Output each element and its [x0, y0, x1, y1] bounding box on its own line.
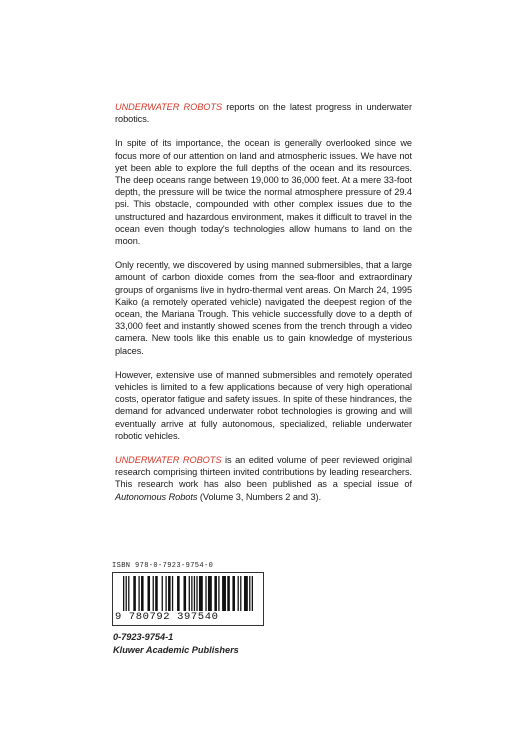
ocean-importance-paragraph: In spite of its importance, the ocean is generally overlooked since we focus more of our attention on land and atmospheric issues. We have not yet been able to explore the full depths of the ocean and its resources. The deep oceans range between 19,000 to 36,000 feet. At a mere 33-foot depth, the pressure will be twice the normal atmosphere pressure of 29.4 psi. This obstacle, compounded with other complex issues due to the unstructured and hazardous environment, makes it difficult to travel in the ocean even though today's technologies allow humans to land on the moon. — [115, 138, 412, 247]
volume-text-b: (Volume 3, Numbers 2 and 3). — [197, 491, 322, 502]
barcode-bar — [128, 576, 129, 614]
barcode-bar — [168, 576, 171, 614]
barcode-bar — [208, 576, 212, 614]
barcode-bar — [165, 576, 166, 614]
barcode-bar — [205, 576, 206, 614]
barcode-bar — [218, 576, 219, 614]
barcode-bar — [155, 576, 158, 614]
barcode-box — [112, 572, 264, 626]
barcode-bar — [238, 576, 239, 614]
limitations-paragraph: However, extensive use of manned submersibles and remotely operated vehicles is limited to a few applications because of very high operational costs, operator fatigue and safety issues. In spite of these hindrances, the demand for advanced underwater robot technologies is growing and will eventually arrive at fully autonomous, specialized, reliable underwater robotic vehicles. — [115, 369, 412, 441]
barcode-bar — [249, 576, 250, 614]
barcode-digits: 9 780792 397540 — [115, 611, 259, 623]
barcode-bar — [240, 576, 241, 614]
barcode-bar — [196, 576, 197, 614]
barcode-bar — [153, 576, 154, 614]
isbn-label: ISBN 978-0-7923-9754-0 — [112, 562, 214, 570]
publisher-block — [113, 631, 239, 656]
publisher-name: Kluwer Academic Publishers — [113, 644, 239, 655]
barcode-bar — [199, 576, 203, 614]
discovery-paragraph: Only recently, we discovered by using manned submersibles, that a large amount of carbon dioxide comes from the sea-floor and extraordinary groups of organisms live in hydro-thermal vent areas. On March 24, 1995 Kaiko (a remotely operated vehicle) navigated the deepest region of the ocean, the Mariana Trough. This vehicle successfully dove to a depth of 33,000 feet and instantly showed scenes from the trench through a video camera. New tools like this enable us to gain knowledge of mysterious places. — [115, 260, 412, 356]
book-title-highlight: UNDERWATER ROBOTS — [115, 102, 223, 112]
barcode-bar — [177, 576, 180, 614]
barcode-bar — [133, 576, 136, 614]
isbn-barcode — [112, 562, 262, 626]
barcode-bar — [138, 576, 139, 614]
cover-text-block — [115, 101, 412, 515]
barcode-bar — [194, 576, 195, 614]
barcode-bar — [214, 576, 217, 614]
volume-text-a: is an edited volume of peer reviewed original research comprising thirteen invited contributions by leading researchers. This research work has also been published as a special issue of — [115, 455, 412, 490]
barcode-bar — [252, 576, 253, 614]
barcode-bar — [184, 576, 187, 614]
barcode-bars — [123, 576, 253, 614]
barcode-bar — [141, 576, 144, 614]
intro-text: reports on the latest progress in underwater robotics. — [115, 102, 412, 125]
barcode-bar — [232, 576, 235, 614]
journal-name: Autonomous Robots — [115, 491, 198, 502]
publisher-code: 0-7923-9754-1 — [113, 632, 174, 642]
book-title-highlight-2: UNDERWATER ROBOTS — [115, 455, 222, 466]
barcode-bar — [189, 576, 190, 614]
barcode-bar — [222, 576, 226, 614]
barcode-bar — [162, 576, 163, 614]
barcode-bar — [172, 576, 173, 614]
barcode-bar — [227, 576, 230, 614]
intro-paragraph — [115, 101, 412, 125]
barcode-bar — [244, 576, 248, 614]
volume-description-paragraph — [115, 454, 412, 503]
barcode-bar — [147, 576, 150, 614]
barcode-bar — [126, 576, 127, 614]
barcode-bar — [123, 576, 124, 614]
barcode-bar — [191, 576, 192, 614]
